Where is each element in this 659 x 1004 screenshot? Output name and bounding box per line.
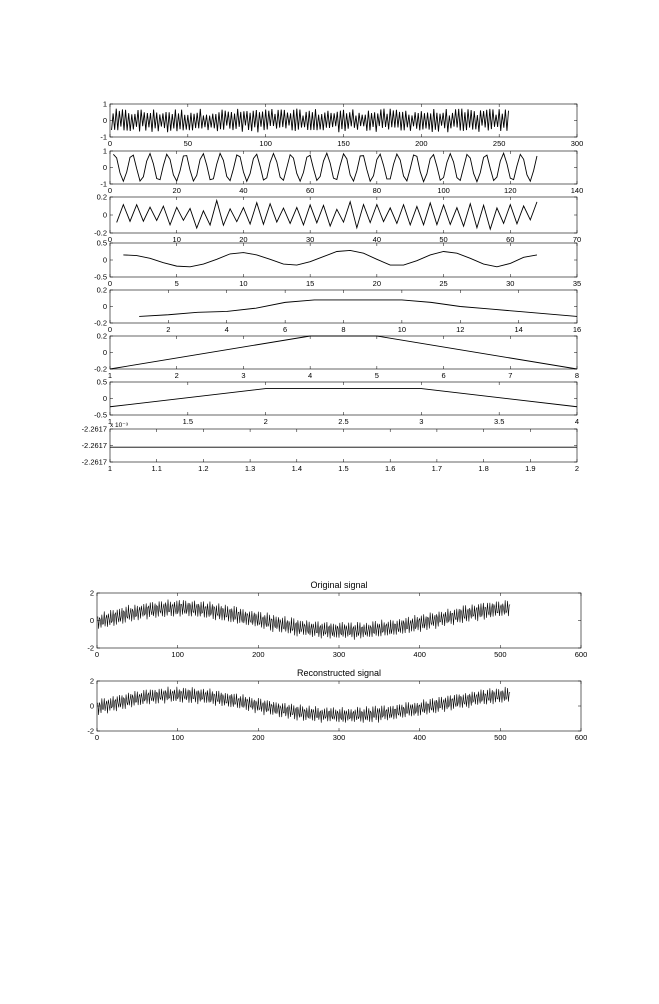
x-tick-label: 16 xyxy=(572,325,582,334)
x-tick-label: 4 xyxy=(308,371,313,380)
x-tick-label: 4 xyxy=(574,417,580,426)
x-tick-label: 140 xyxy=(570,186,584,195)
x-tick-label: 30 xyxy=(305,235,315,244)
x-tick-label: 400 xyxy=(413,733,426,742)
x-tick-label: 1.5 xyxy=(338,464,349,473)
x-tick-label: 50 xyxy=(183,139,193,148)
x-tick-label: 3 xyxy=(419,417,424,426)
x-tick-label: 400 xyxy=(413,650,426,659)
x-tick-label: 50 xyxy=(439,235,448,244)
x-tick-label: 5 xyxy=(374,371,379,380)
x-tick-label: 40 xyxy=(372,235,382,244)
x-tick-label: 10 xyxy=(397,325,407,334)
subplot-8 xyxy=(82,422,580,473)
axes-frame xyxy=(110,151,577,184)
x-tick-label: 2 xyxy=(574,464,580,473)
subplot-10 xyxy=(87,668,587,742)
y-exponent-label: x 10⁻³ xyxy=(110,422,128,429)
y-tick-label: -2 xyxy=(87,726,94,736)
y-tick-label: 0 xyxy=(89,616,94,625)
y-tick-label: -0.5 xyxy=(94,410,107,420)
axes-frame xyxy=(110,336,577,369)
x-tick-label: 30 xyxy=(506,279,515,288)
x-tick-label: 10 xyxy=(172,235,181,244)
subplot-6 xyxy=(94,332,579,381)
x-tick-label: 200 xyxy=(252,733,265,742)
x-tick-label: 4 xyxy=(224,325,229,334)
x-tick-label: 2 xyxy=(263,417,268,426)
subplot-1 xyxy=(100,100,583,149)
x-tick-label: 1.6 xyxy=(384,464,396,473)
y-tick-label: 0 xyxy=(102,163,107,172)
x-tick-label: 1.5 xyxy=(182,417,194,426)
series-line xyxy=(112,109,509,133)
x-tick-label: 60 xyxy=(506,235,515,244)
y-tick-label: 0 xyxy=(102,116,107,125)
x-tick-label: 20 xyxy=(372,279,382,288)
x-tick-label: 6 xyxy=(283,325,288,334)
y-tick-label: -1 xyxy=(100,132,107,142)
y-tick-label: -2.2617 xyxy=(81,457,107,467)
y-tick-label: -0.5 xyxy=(94,272,107,282)
x-tick-label: 150 xyxy=(337,139,350,148)
y-tick-label: 0.2 xyxy=(96,285,107,295)
x-tick-label: 1 xyxy=(107,417,113,426)
series-line xyxy=(110,336,577,369)
y-tick-label: 0.5 xyxy=(96,377,107,387)
x-tick-label: 35 xyxy=(572,279,582,288)
series-line xyxy=(98,599,510,639)
x-tick-label: 300 xyxy=(570,139,584,148)
subplot-2 xyxy=(100,147,583,196)
x-tick-label: 40 xyxy=(239,186,248,195)
x-tick-label: 8 xyxy=(574,371,580,380)
y-tick-label: 0 xyxy=(102,255,107,265)
x-tick-label: 14 xyxy=(514,325,523,334)
series-line xyxy=(98,687,510,723)
x-tick-label: 0 xyxy=(94,733,100,742)
x-tick-label: 250 xyxy=(492,139,506,148)
subplot-title: Reconstructed signal xyxy=(296,668,382,678)
axes-frame xyxy=(110,429,577,462)
series-line xyxy=(113,153,537,182)
y-tick-label: 0 xyxy=(102,302,107,311)
x-tick-label: 20 xyxy=(172,186,181,195)
x-tick-label: 3 xyxy=(241,371,246,380)
axes-frame xyxy=(110,243,577,277)
x-tick-label: 200 xyxy=(415,139,428,148)
axes-frame xyxy=(97,593,581,648)
x-tick-label: 20 xyxy=(239,235,248,244)
series-line xyxy=(123,250,537,266)
x-tick-label: 5 xyxy=(174,279,179,288)
x-tick-label: 1.8 xyxy=(478,464,489,473)
x-tick-label: 6 xyxy=(441,371,446,380)
series-line xyxy=(110,389,577,407)
x-tick-label: 0 xyxy=(107,139,113,148)
y-tick-label: 0.5 xyxy=(96,238,107,248)
x-tick-label: 600 xyxy=(574,650,588,659)
x-tick-label: 2 xyxy=(166,325,171,334)
y-tick-label: -0.2 xyxy=(94,228,107,238)
x-tick-label: 500 xyxy=(494,733,507,742)
axes-frame xyxy=(110,290,577,323)
x-tick-label: 0 xyxy=(107,325,113,334)
subplot-9 xyxy=(87,580,587,659)
y-tick-label: -2.2617 xyxy=(81,441,107,450)
subplot-7 xyxy=(94,378,579,427)
x-tick-label: 100 xyxy=(171,733,184,742)
y-tick-label: 2 xyxy=(89,588,94,598)
y-tick-label: -2 xyxy=(87,643,94,653)
x-tick-label: 1.4 xyxy=(291,464,303,473)
subplot-4 xyxy=(94,239,581,289)
x-tick-label: 25 xyxy=(439,279,448,288)
x-tick-label: 0 xyxy=(107,235,113,244)
x-tick-label: 70 xyxy=(572,235,582,244)
x-tick-label: 1 xyxy=(107,464,113,473)
x-tick-label: 300 xyxy=(332,650,346,659)
x-tick-label: 1.7 xyxy=(431,464,443,473)
x-tick-label: 100 xyxy=(259,139,272,148)
x-tick-label: 1.9 xyxy=(525,464,536,473)
x-tick-label: 80 xyxy=(372,186,382,195)
x-tick-label: 12 xyxy=(456,325,465,334)
x-tick-label: 2 xyxy=(174,371,179,380)
x-tick-label: 0 xyxy=(107,186,113,195)
subplot-5 xyxy=(94,286,581,335)
y-tick-label: 0 xyxy=(102,348,107,357)
x-tick-label: 100 xyxy=(437,186,450,195)
x-tick-label: 0 xyxy=(94,650,100,659)
x-tick-label: 600 xyxy=(574,733,588,742)
y-tick-label: 1 xyxy=(102,99,107,109)
y-tick-label: 0.2 xyxy=(96,331,107,341)
series-line xyxy=(117,200,537,229)
y-tick-label: -0.2 xyxy=(94,318,107,328)
x-tick-label: 1.2 xyxy=(198,464,209,473)
x-tick-label: 1.1 xyxy=(151,464,162,473)
y-tick-label: 0 xyxy=(89,701,94,711)
y-tick-label: 2 xyxy=(89,676,94,686)
x-tick-label: 8 xyxy=(341,325,346,334)
x-tick-label: 7 xyxy=(508,371,513,380)
axes-frame xyxy=(110,104,577,137)
subplot-3 xyxy=(94,193,581,245)
series-line xyxy=(139,300,577,317)
x-tick-label: 2.5 xyxy=(338,417,349,426)
x-tick-label: 10 xyxy=(239,279,248,288)
y-tick-label: 0.2 xyxy=(96,192,107,202)
x-tick-label: 1 xyxy=(107,371,113,380)
x-tick-label: 200 xyxy=(252,650,265,659)
y-tick-label: 0 xyxy=(102,210,107,220)
y-tick-label: -1 xyxy=(100,179,107,189)
subplot-title: Original signal xyxy=(310,580,368,590)
x-tick-label: 1.3 xyxy=(244,464,256,473)
x-tick-label: 300 xyxy=(332,733,346,742)
y-tick-label: 1 xyxy=(102,146,107,156)
x-tick-label: 60 xyxy=(305,186,315,195)
y-tick-label: 0 xyxy=(102,394,107,403)
y-tick-label: -2.2617 xyxy=(81,424,107,434)
y-tick-label: -0.2 xyxy=(94,364,107,374)
x-tick-label: 3.5 xyxy=(493,417,505,426)
axes-frame xyxy=(97,681,581,731)
x-tick-label: 500 xyxy=(494,650,507,659)
x-tick-label: 0 xyxy=(107,279,113,288)
x-tick-label: 15 xyxy=(305,279,315,288)
x-tick-label: 120 xyxy=(504,186,517,195)
x-tick-label: 100 xyxy=(171,650,184,659)
